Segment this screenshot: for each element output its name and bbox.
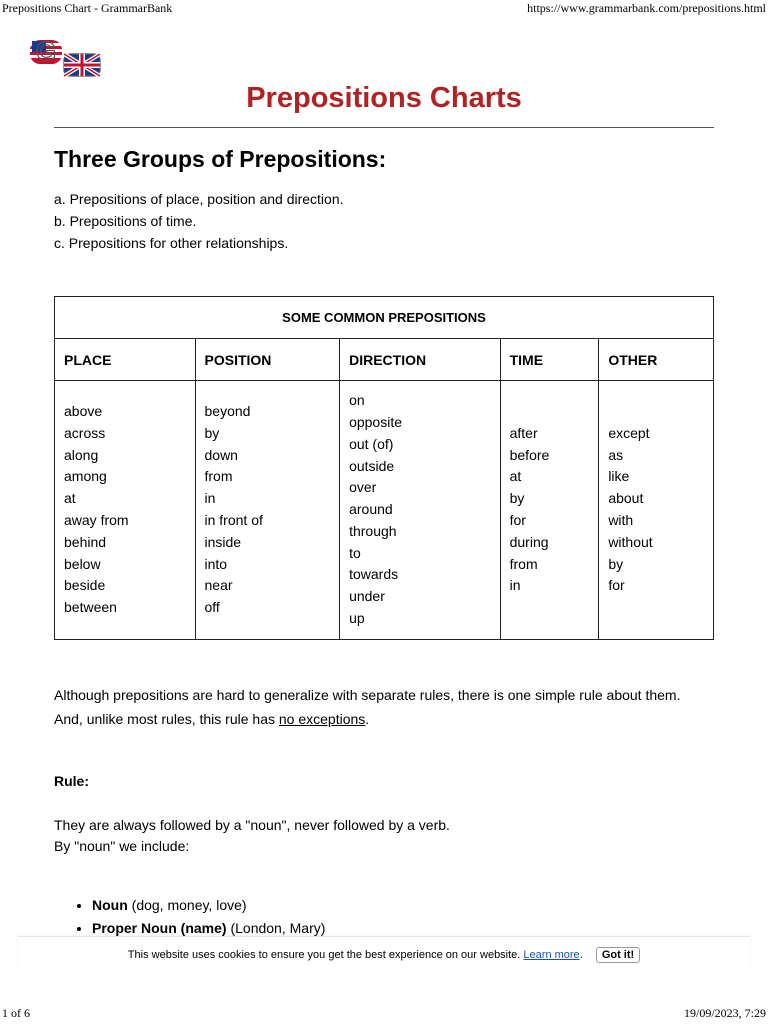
preposition-word: below: [64, 555, 101, 572]
preposition-word: out (of): [349, 435, 394, 452]
print-footer: [0, 1006, 768, 1024]
preposition-word: for: [509, 512, 526, 528]
print-footer-datetime: 19/09/2023, 7:29: [683, 1006, 766, 1020]
preposition-word: on: [349, 392, 365, 409]
preposition-word: above: [64, 403, 103, 420]
logo-flags-icon: [28, 38, 102, 78]
preposition-word: with: [608, 512, 634, 528]
other-cell: [599, 381, 714, 640]
group-item-b: b. Prepositions of time.: [54, 213, 197, 229]
print-footer-page: 1 of 6: [2, 1006, 30, 1020]
print-header: [0, 0, 768, 16]
preposition-word: along: [64, 446, 99, 463]
section-heading: Three Groups of Prepositions:: [54, 146, 387, 172]
intro-line-1: Although prepositions are hard to generalize with separate rules, there is one simple rule about them.: [54, 687, 681, 703]
preposition-word: by: [204, 424, 220, 441]
preposition-word: in: [509, 577, 521, 594]
intro-line-2: [54, 707, 734, 731]
preposition-word: before: [509, 446, 550, 463]
preposition-word: like: [608, 468, 630, 485]
column-header-other: OTHER: [599, 339, 714, 381]
got-it-button[interactable]: Got it!: [596, 947, 640, 963]
prepositions-table: [54, 296, 714, 640]
preposition-word: except: [608, 424, 650, 441]
preposition-word: around: [349, 501, 393, 518]
column-header-place: PLACE: [55, 339, 196, 381]
table-caption: SOME COMMON PREPOSITIONS: [55, 297, 714, 339]
preposition-word: after: [509, 424, 538, 441]
groups-list: [54, 188, 344, 254]
position-cell: [195, 381, 340, 640]
group-item-a: a. Prepositions of place, position and direction.: [54, 191, 344, 207]
rule-line-2: By "noun" we include:: [54, 838, 190, 854]
grammarbank-logo[interactable]: [28, 38, 102, 78]
preposition-word: behind: [64, 533, 107, 550]
intro-paragraph: [54, 683, 734, 731]
preposition-word: outside: [349, 457, 395, 474]
column-header-position: POSITION: [195, 339, 340, 381]
preposition-word: into: [204, 555, 228, 572]
preposition-word: up: [349, 610, 365, 627]
intro-line-2-end: .: [365, 711, 370, 727]
cookie-text-end: .: [579, 949, 583, 961]
preposition-word: to: [349, 544, 361, 561]
column-header-time: TIME: [500, 339, 599, 381]
column-header-direction: DIRECTION: [340, 339, 501, 381]
intro-line-2-text: And, unlike most rules, this rule has: [54, 711, 279, 727]
page-title: Prepositions Charts: [246, 82, 522, 114]
preposition-word: for: [608, 577, 625, 594]
list-item-term: Proper Noun (name): [92, 920, 227, 936]
preposition-word: beyond: [204, 403, 251, 420]
preposition-word: over: [349, 479, 377, 496]
place-cell: [55, 381, 196, 640]
preposition-word: among: [64, 468, 107, 485]
preposition-word: about: [608, 490, 644, 507]
preposition-word: away from: [64, 512, 129, 528]
preposition-word: as: [608, 446, 624, 463]
preposition-word: through: [349, 522, 397, 539]
print-header-title: Prepositions Chart - GrammarBank: [2, 1, 173, 15]
preposition-word: from: [509, 555, 538, 572]
preposition-word: in: [204, 490, 216, 507]
group-item-c: c. Prepositions for other relationships.: [54, 235, 289, 251]
preposition-word: towards: [349, 566, 399, 583]
preposition-word: inside: [204, 533, 242, 550]
title-divider: [54, 127, 714, 128]
noun-types-list: [54, 894, 325, 940]
preposition-word: at: [509, 468, 522, 485]
rule-text: [54, 815, 450, 857]
preposition-word: opposite: [349, 413, 403, 430]
preposition-word: off: [204, 599, 220, 616]
preposition-word: beside: [64, 577, 106, 594]
time-cell: [500, 381, 599, 640]
preposition-word: under: [349, 588, 385, 605]
preposition-word: near: [204, 577, 233, 594]
preposition-word: from: [204, 468, 233, 485]
print-header-url: https://www.grammarbank.com/prepositions.html: [527, 1, 766, 15]
preposition-word: in front of: [204, 512, 263, 528]
preposition-word: between: [64, 599, 117, 616]
preposition-word: by: [608, 555, 624, 572]
preposition-word: at: [64, 490, 76, 507]
learn-more-link[interactable]: Learn more: [523, 949, 580, 961]
direction-cell: [340, 381, 501, 640]
list-item-term: Noun: [92, 897, 128, 913]
rule-line-1: They are always followed by a "noun", never followed by a verb.: [54, 817, 450, 833]
cookie-banner: [18, 936, 750, 971]
preposition-word: across: [64, 424, 106, 441]
logo-letter: G: [35, 38, 57, 66]
list-item: [92, 894, 325, 917]
list-item-examples: (dog, money, love): [127, 897, 247, 913]
preposition-word: during: [509, 533, 549, 550]
preposition-word: down: [204, 446, 238, 463]
cookie-text: This website uses cookies to ensure you get the best experience on our website.: [127, 949, 521, 961]
no-exceptions-text: no exceptions: [278, 711, 366, 727]
rule-label: Rule:: [54, 773, 89, 789]
preposition-word: by: [509, 490, 525, 507]
preposition-word: without: [608, 533, 653, 550]
list-item-examples: (London, Mary): [226, 920, 326, 936]
